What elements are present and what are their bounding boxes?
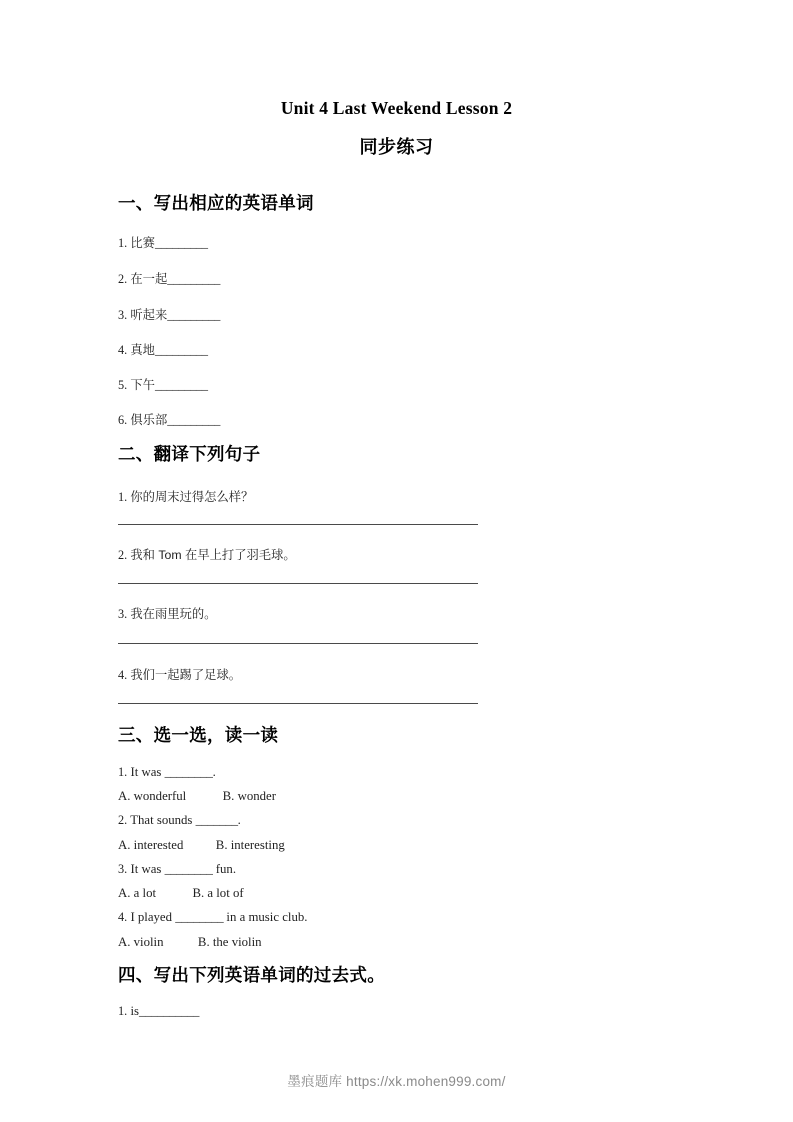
section-heading-2: 二、翻译下列句子 xyxy=(118,444,261,464)
option-b[interactable]: B. the violin xyxy=(197,935,262,949)
vocab-item-4 xyxy=(118,340,208,358)
translate-item-4 xyxy=(118,665,241,683)
question-stem-before: It was xyxy=(130,862,165,876)
answer-blank[interactable]: _________ xyxy=(154,378,208,392)
item-text: 你的周末过得怎么样？ xyxy=(130,490,254,504)
answer-blank[interactable]: _________ xyxy=(167,272,220,286)
mc-question-1 xyxy=(118,765,216,780)
item-text: is xyxy=(130,1004,139,1018)
item-number: 1. xyxy=(118,490,128,504)
answer-blank[interactable]: __________ xyxy=(138,1004,199,1018)
item-text: 我和 Tom 在早上打了羽毛球。 xyxy=(130,548,296,562)
question-stem-after: fun. xyxy=(212,862,237,876)
vocab-item-2 xyxy=(118,269,220,287)
answer-rule-3[interactable] xyxy=(118,643,478,644)
question-stem-after: in a music club. xyxy=(223,910,308,924)
option-b[interactable]: B. wonder xyxy=(222,789,276,803)
translate-item-1 xyxy=(118,487,253,505)
option-a[interactable]: A. wonderful xyxy=(118,789,187,803)
answer-rule-2[interactable] xyxy=(118,583,478,584)
section-heading-3: 三、选一选，读一读 xyxy=(118,725,279,745)
answer-rule-4[interactable] xyxy=(118,703,478,704)
option-a[interactable]: A. interested xyxy=(118,838,184,852)
item-number: 1. xyxy=(118,236,128,250)
item-text: 我在雨里玩的。 xyxy=(130,607,217,621)
option-b[interactable]: B. a lot of xyxy=(192,886,244,900)
item-number: 6. xyxy=(118,413,128,427)
question-stem-after: . xyxy=(237,813,241,827)
mc-options-1 xyxy=(118,789,276,804)
item-text: 听起来 xyxy=(130,308,168,322)
item-number: 4. xyxy=(118,343,128,357)
footer-watermark: 墨痕题库 https://xk.mohen999.com/ xyxy=(287,1074,506,1089)
option-a[interactable]: A. violin xyxy=(118,935,164,949)
page-title: Unit 4 Last Weekend Lesson 2 xyxy=(280,98,513,118)
item-number: 3. xyxy=(118,862,128,876)
answer-blank[interactable]: ________ xyxy=(164,862,213,876)
vocab-item-6 xyxy=(118,410,220,428)
question-stem-after: . xyxy=(212,765,216,779)
item-number: 2. xyxy=(118,548,128,562)
answer-blank[interactable]: ________ xyxy=(175,910,224,924)
page-subtitle: 同步练习 xyxy=(359,137,434,157)
mc-options-2 xyxy=(118,838,285,853)
mc-options-3 xyxy=(118,886,244,901)
item-number: 2. xyxy=(118,272,128,286)
item-number: 1. xyxy=(118,765,128,779)
section-heading-1: 一、写出相应的英语单词 xyxy=(118,193,314,213)
mc-question-4 xyxy=(118,910,307,925)
question-stem-before: That sounds xyxy=(130,813,196,827)
mc-question-3 xyxy=(118,862,236,877)
translate-item-3 xyxy=(118,604,216,622)
item-text: 比赛 xyxy=(130,236,155,250)
answer-blank[interactable]: _________ xyxy=(154,236,208,250)
item-text: 真地 xyxy=(130,343,155,357)
answer-blank[interactable]: ________ xyxy=(164,765,213,779)
vocab-item-5 xyxy=(118,375,208,393)
item-text: 我们一起踢了足球。 xyxy=(130,668,242,682)
item-number: 4. xyxy=(118,910,128,924)
translate-item-2 xyxy=(118,545,296,563)
answer-blank[interactable]: _______ xyxy=(195,813,238,827)
vocab-item-3 xyxy=(118,305,220,323)
item-number: 1. xyxy=(118,1004,128,1018)
mc-options-4 xyxy=(118,935,262,950)
option-b[interactable]: B. interesting xyxy=(215,838,285,852)
question-stem-before: It was xyxy=(130,765,165,779)
option-a[interactable]: A. a lot xyxy=(118,886,157,900)
item-number: 3. xyxy=(118,607,128,621)
answer-blank[interactable]: _________ xyxy=(154,343,208,357)
item-text: 在一起 xyxy=(130,272,168,286)
vocab-item-1 xyxy=(118,233,208,251)
item-number: 2. xyxy=(118,813,128,827)
answer-blank[interactable]: _________ xyxy=(167,308,220,322)
mc-question-2 xyxy=(118,813,241,828)
item-text: 俱乐部 xyxy=(130,413,168,427)
answer-blank[interactable]: _________ xyxy=(167,413,220,427)
section-heading-4: 四、写出下列英语单词的过去式。 xyxy=(118,965,385,985)
past-tense-item-1 xyxy=(118,1004,199,1019)
item-text: 下午 xyxy=(130,378,155,392)
item-number: 4. xyxy=(118,668,128,682)
answer-rule-1[interactable] xyxy=(118,524,478,525)
item-number: 5. xyxy=(118,378,128,392)
item-number: 3. xyxy=(118,308,128,322)
question-stem-before: I played xyxy=(130,910,176,924)
